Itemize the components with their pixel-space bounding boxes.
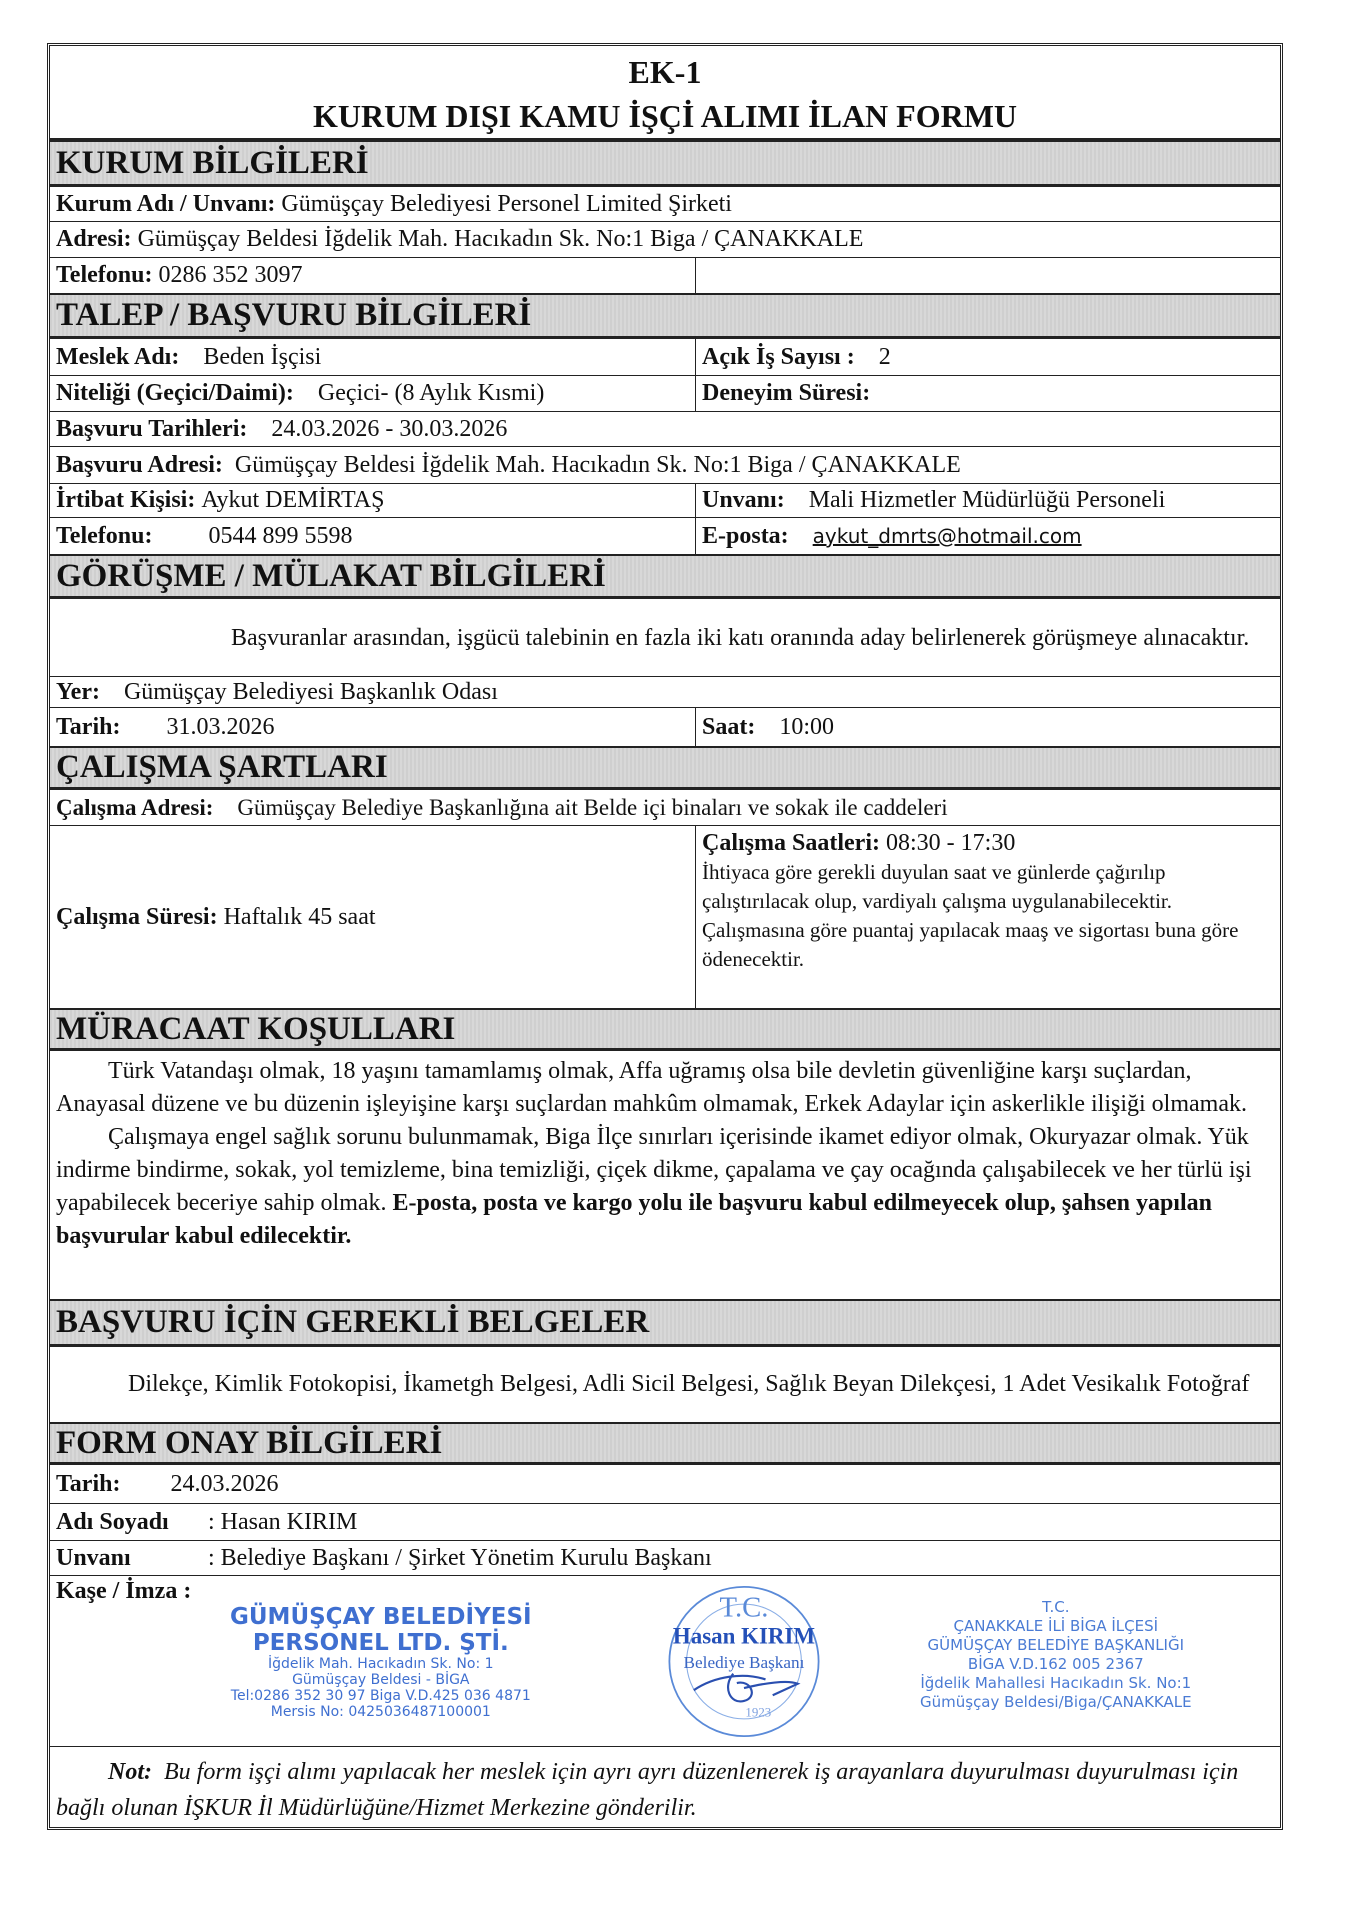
- section-talep: TALEP / BAŞVURU BİLGİLERİ: [50, 294, 1280, 339]
- kurum-phone-row: [50, 258, 1280, 294]
- job-name: Beden İşçisi: [203, 343, 322, 370]
- approver-title: : Belediye Başkanı / Şirket Yönetim Kurulu Başkanı: [208, 1544, 712, 1571]
- label: Tarih:: [56, 1470, 121, 1497]
- contact-title: Mali Hizmetler Müdürlüğü Personeli: [808, 487, 1166, 513]
- label: Çalışma Süresi:: [56, 903, 218, 930]
- approver-name: : Hasan KIRIM: [208, 1508, 358, 1535]
- work-address: Gümüşçay Belediye Başkanlığına ait Belde içi binaları ve sokak ile caddeleri: [237, 794, 948, 820]
- contact-phone: 0544 899 5598: [208, 522, 353, 549]
- label: Kurum Adı / Unvanı:: [56, 190, 276, 217]
- label: Unvanı: [56, 1544, 131, 1571]
- label: Adresi:: [56, 226, 132, 252]
- stamp-line: Mersis No: 0425036487100001: [270, 1704, 491, 1720]
- note-text: Bu form işçi alımı yapılacak her meslek için ayrı ayrı düzenlenerek iş arayanlara duyurulması duyurulması için bağlı olunan İŞKUR İl Müdürlüğüne/Hizmet Merkezine gönderilir.: [56, 1759, 1239, 1821]
- kurum-phone: 0286 352 3097: [158, 262, 303, 288]
- stamp-row: [50, 1576, 1280, 1747]
- interview-place: Gümüşçay Belediyesi Başkanlık Odası: [123, 678, 498, 705]
- label: Niteliği (Geçici/Daimi):: [56, 380, 294, 406]
- stamp-line: T.C.: [1042, 1598, 1070, 1616]
- seal-name: Hasan KIRIM: [672, 1623, 816, 1649]
- stamp-line: ÇANAKKALE İLİ BİGA İLÇESİ: [953, 1617, 1159, 1635]
- section-muracaat: MÜRACAAT KOŞULLARI: [50, 1009, 1280, 1051]
- note-row: [50, 1747, 1280, 1833]
- work-hours-row: [50, 826, 1280, 1009]
- section-onay: FORM ONAY BİLGİLERİ: [50, 1423, 1280, 1465]
- label: İrtibat Kişisi:: [56, 487, 196, 513]
- conditions-row: [50, 1051, 1280, 1300]
- section-kurum: KURUM BİLGİLERİ: [50, 141, 1280, 187]
- conditions-warning: E-posta, posta ve kargo yolu ile başvuru kabul edilmeyecek olup, şahsen yapılan başvurular kabul edilecektir.: [56, 1190, 1212, 1249]
- application-dates: 24.03.2026 - 30.03.2026: [271, 415, 508, 442]
- documents-row: [50, 1347, 1280, 1423]
- interview-date: 31.03.2026: [166, 713, 275, 740]
- approval-date: 24.03.2026: [170, 1470, 279, 1497]
- kurum-name: Gümüşçay Belediyesi Personel Limited Şirketi: [281, 190, 732, 217]
- seal-top: T.C.: [719, 1591, 769, 1624]
- stamp-line: İğdelik Mah. Hacıkadın Sk. No: 1: [268, 1656, 494, 1672]
- interview-time: 10:00: [779, 713, 835, 740]
- label: Tarih:: [56, 713, 121, 740]
- municipality-stamp: [920, 1598, 1192, 1712]
- form-title: KURUM DIŞI KAMU İŞÇİ ALIMI İLAN FORMU: [312, 98, 1018, 134]
- job-type: Geçici- (8 Aylık Kısmi): [317, 380, 545, 406]
- label: Telefonu:: [56, 522, 153, 549]
- dates-row: [50, 412, 1280, 447]
- label: E-posta:: [702, 522, 789, 549]
- section-belgeler: BAŞVURU İÇİN GEREKLİ BELGELER: [50, 1300, 1280, 1347]
- stamp-line: Tel:0286 352 30 97 Biga V.D.425 036 4871: [230, 1688, 531, 1704]
- label: Telefonu:: [56, 262, 153, 288]
- section-gorusme: GÖRÜŞME / MÜLAKAT BİLGİLERİ: [50, 555, 1280, 599]
- stamp-line: Gümüşçay Beldesi - BİGA: [292, 1672, 470, 1688]
- interview-date-row: [50, 708, 1280, 747]
- stamp-line: GÜMÜŞÇAY BELEDİYESİ: [230, 1604, 532, 1630]
- interview-text-row: [50, 599, 1280, 677]
- form-header: [50, 46, 1280, 141]
- work-hours: 08:30 - 17:30: [885, 830, 1016, 856]
- contact-phone-row: [50, 518, 1280, 555]
- interview-text: Başvuranlar arasından, işgücü talebinin en fazla iki katı oranında aday belirlenerek görüşmeye alınacaktır.: [231, 624, 1250, 651]
- type-row: [50, 376, 1280, 412]
- work-duration: Haftalık 45 saat: [223, 903, 376, 930]
- label: Çalışma Adresi:: [56, 794, 214, 820]
- stamp-line: BİGA V.D.162 005 2367: [967, 1655, 1144, 1673]
- note-label: Not:: [108, 1759, 152, 1785]
- section-calisma: ÇALIŞMA ŞARTLARI: [50, 747, 1280, 790]
- kurum-address-row: [50, 222, 1280, 258]
- label: Unvanı:: [702, 487, 785, 513]
- label: Kaşe / İmza :: [56, 1577, 192, 1604]
- seal-year: 1923: [745, 1704, 772, 1720]
- approver-name-row: [50, 1504, 1280, 1541]
- application-address: Gümüşçay Beldesi İğdelik Mah. Hacıkadın Sk. No:1 Biga / ÇANAKKALE: [234, 451, 961, 478]
- company-stamp: [230, 1604, 532, 1720]
- stamp-line: GÜMÜŞÇAY BELEDİYE BAŞKANLIĞI: [927, 1636, 1185, 1654]
- label: Adı Soyadı: [56, 1508, 169, 1535]
- job-posting-form: [47, 43, 1283, 1830]
- place-row: [50, 677, 1280, 708]
- label: Başvuru Tarihleri:: [56, 415, 248, 442]
- stamp-line: İğdelik Mahallesi Hacıkadın Sk. No:1: [920, 1674, 1192, 1692]
- signature: [694, 1674, 798, 1702]
- contact-person: Aykut DEMİRTAŞ: [201, 487, 385, 513]
- work-address-row: [50, 790, 1280, 826]
- stamp-line: Gümüşçay Beldesi/Biga/ÇANAKKALE: [920, 1693, 1192, 1711]
- label: Başvuru Adresi:: [56, 451, 223, 478]
- apply-address-row: [50, 447, 1280, 484]
- form-code: EK-1: [628, 54, 702, 90]
- official-seal: [665, 1579, 823, 1744]
- kurum-name-row: [50, 187, 1280, 222]
- approval-date-row: [50, 1465, 1280, 1504]
- required-documents: Dilekçe, Kimlik Fotokopisi, İkametgh Belgesi, Adli Sicil Belgesi, Sağlık Beyan Dilekçesi, 1 Adet Vesikalık Fotoğraf: [128, 1371, 1250, 1397]
- label: Meslek Adı:: [56, 343, 180, 370]
- conditions-paragraph-1: Türk Vatandaşı olmak, 18 yaşını tamamlamış olmak, Affa uğramış olsa bile devletin güvenliğine karşı suçlardan, Anayasal düzene ve bu düzenin işleyişine karşı suçlardan mahkûm olmamak, Erkek Adaylar için askerlikle ilişiği olmamak.: [56, 1058, 1247, 1117]
- conditions-paragraph-2: Çalışmaya engel sağlık sorunu bulunmamak, Biga İlçe sınırları içerisinde ikamet ediyor olmak, Okuryazar olmak. Yük indirme bindirme, sokak, yol temizleme, bina temizliği, çiçek dikme, çapalama ve çay ocağında çalışabilecek ve her türlü işi yapabilecek beceriye sahip olmak.: [56, 1124, 1252, 1216]
- label: Açık İş Sayısı :: [702, 343, 855, 370]
- contact-row: [50, 484, 1280, 518]
- approver-title-row: [50, 1541, 1280, 1576]
- label: Yer:: [56, 678, 100, 705]
- contact-email-link[interactable]: aykut_dmrts@hotmail.com: [812, 524, 1082, 548]
- openings: 2: [878, 343, 891, 370]
- job-row: [50, 339, 1280, 376]
- label: Deneyim Süresi:: [702, 380, 871, 406]
- label: Çalışma Saatleri:: [702, 830, 880, 856]
- stamp-line: PERSONEL LTD. ŞTİ.: [252, 1630, 509, 1656]
- seal-title: Belediye Başkanı: [683, 1652, 805, 1672]
- work-hours-note: İhtiyaca göre gerekli duyulan saat ve günlerde çağırılıp çalıştırılacak olup, vardiyalı çalışma uygulanabilecektir. Çalışmasına göre puantaj yapılacak maaş ve sigortası buna göre ödenecektir.: [702, 860, 1239, 971]
- kurum-address: Gümüşçay Beldesi İğdelik Mah. Hacıkadın Sk. No:1 Biga / ÇANAKKALE: [137, 226, 864, 252]
- label: Saat:: [702, 713, 756, 740]
